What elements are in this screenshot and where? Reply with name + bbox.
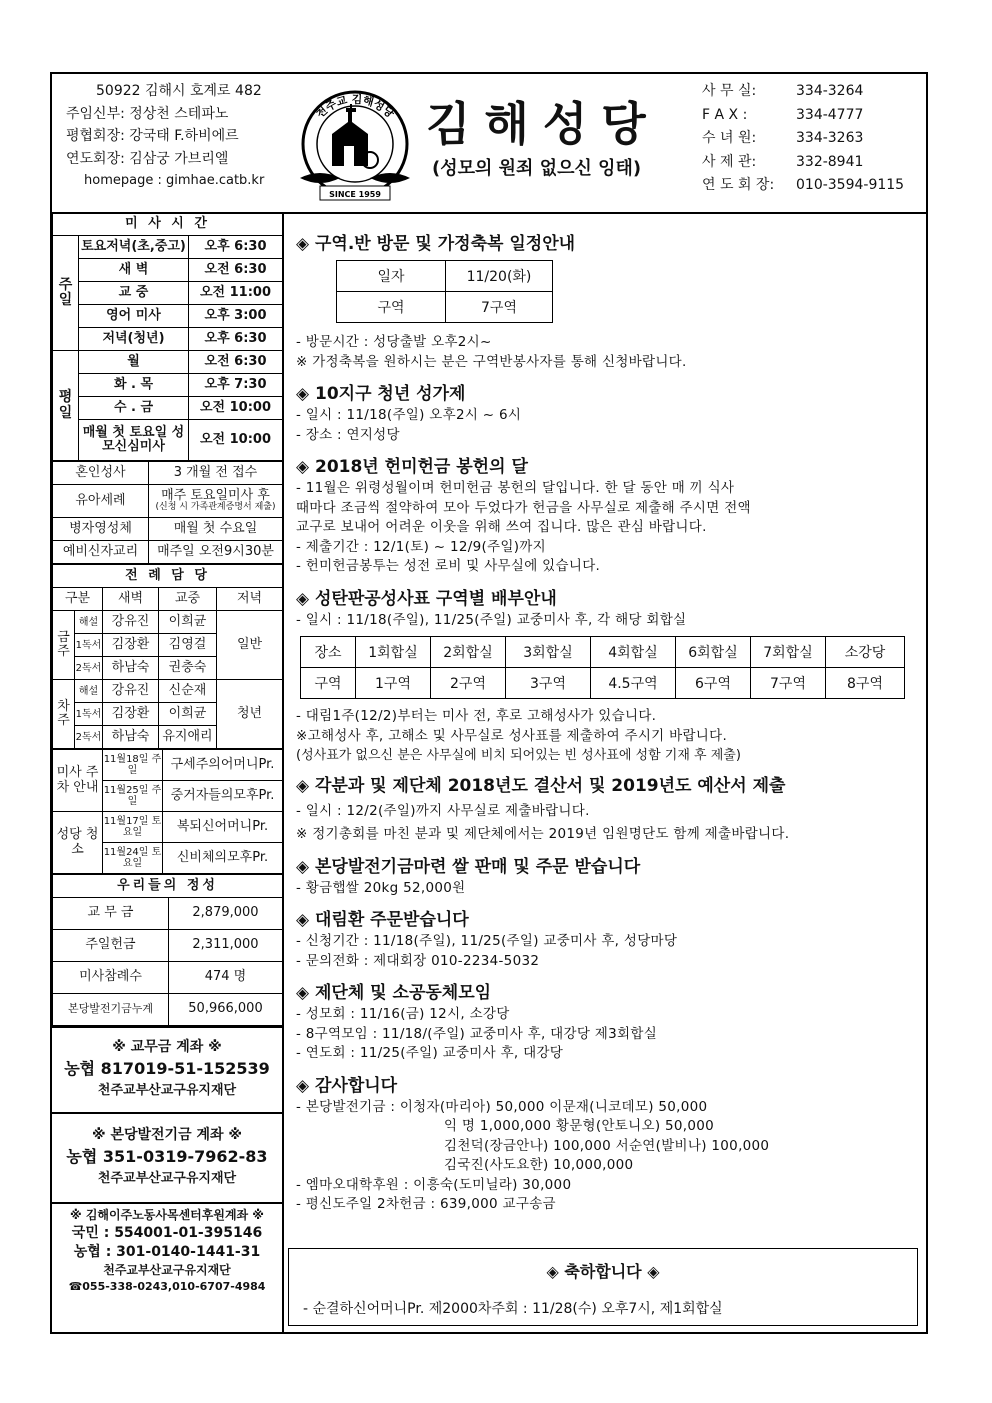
notice-advent-wreath: ◈ 대림환 주문받습니다 - 신청기간 : 11/18(주일), 11/25(주일) 교중미사 후, 성당마당 - 문의전화 : 제대회장 010-2234-5032 — [296, 908, 924, 971]
account-number: 농협 : 301-0140-1441-31 — [73, 1244, 261, 1260]
account-title: ※ 교무금 계좌 ※ — [112, 1039, 222, 1055]
homepage: homepage : gimhae.catb.kr — [84, 173, 265, 188]
notice-title: ◈ 각분과 및 제단체 2018년도 결산서 및 2019년도 예산서 제출 — [296, 775, 786, 796]
offering-value: 2,879,000 — [169, 898, 283, 930]
address: 50922 김해시 호계로 482 — [96, 83, 262, 99]
council-president: 평협회장: 강국태 F.하비에르 — [66, 128, 239, 144]
mass-time: 오전 6:30 — [189, 351, 283, 374]
account-title: ※ 본당발전기금 계좌 ※ — [91, 1127, 243, 1143]
notice-title: ◈ 대림환 주문받습니다 — [296, 910, 469, 930]
liturgy-header: 새벽 — [103, 588, 159, 611]
offerings-table — [52, 874, 283, 1026]
liturgy-table — [52, 564, 283, 749]
contact-row: 사 무 실: 334-3264 — [702, 83, 864, 99]
sacrament-value: 매월 첫 수요일 — [149, 518, 283, 541]
offering-name: 주일헌금 — [53, 930, 169, 962]
liturgy-cell: 하남숙 — [103, 726, 159, 749]
mass-name: 새 벽 — [79, 259, 189, 282]
notice-groups: ◈ 제단체 및 소공동체모임 - 성모회 : 11/16(금) 12시, 소강당 - 8구역모임 : 11/18/(주일) 교중미사 후, 대강당 제3회합실 - 연도회 : 11/25(주일) 교중미사 후, 대강당 — [296, 981, 924, 1064]
account-number: 국민 : 554001-01-395146 — [71, 1225, 263, 1241]
bulletin-header — [52, 74, 926, 214]
duty-date: 11월24일 토요일 — [103, 843, 163, 874]
mass-title: 미 사 시 간 — [53, 213, 283, 236]
parish-subtitle: (성모의 원죄 없으신 잉태) — [432, 158, 642, 179]
role: 해설 — [75, 680, 103, 703]
sacrament-value: 3 개월 전 접수 — [149, 462, 283, 485]
duty-table — [52, 749, 283, 874]
role: 2독서 — [75, 657, 103, 680]
labor-account-box — [52, 1202, 282, 1297]
mass-name: 월 — [79, 351, 189, 374]
mass-name: 수 . 금 — [79, 397, 189, 420]
account-box — [52, 1026, 282, 1112]
sacrament-name: 혼인성사 — [53, 462, 149, 485]
mass-time: 오전 10:00 — [189, 397, 283, 420]
notice-title: ◈ 감사합니다 — [296, 1075, 398, 1096]
liturgy-header: 저녁 — [217, 588, 283, 611]
mass-time: 오전 10:00 — [189, 420, 283, 461]
confession-table: 장소 1회합실 2회합실 3회합실 4회합실 6회합실 7회합실 소강당 구역 1구역 2구역 3구역 4.5구역 6구역 7구역 8구역 — [300, 636, 905, 699]
next-week-label: 차주 — [53, 680, 75, 749]
notice-visit: ◈ 구역.반 방문 및 가정축복 일정안내 일자 11/20(화) 구역 7구역 - 방문시간 : 성당출발 오후2시~ ※ 가정축복을 원하시는 분은 구역반봉사자를 통해 신청바랍니다. — [296, 232, 924, 372]
liturgy-cell: 이희균 — [159, 611, 217, 634]
contact-row: 연 도 회 장: 010-3594-9115 — [702, 177, 905, 193]
offerings-title: 우리들의 정성 — [53, 875, 283, 898]
duty-date: 11월18일 주일 — [103, 750, 163, 781]
liturgy-header: 구분 — [53, 588, 103, 611]
contact-row: F A X : 334-4777 — [702, 106, 864, 123]
role: 1독서 — [75, 703, 103, 726]
mass-name: 교 중 — [79, 282, 189, 305]
duty-group: 중거자들의모후Pr. — [163, 781, 283, 812]
sacrament-name: 병자영성체 — [53, 518, 149, 541]
notice-thanks: ◈ 감사합니다 - 본당발전기금 : 이청자(마리아) 50,000 이문재(니코데모) 50,000 익 명 1,000,000 황문형(안토니오) 50,000 김천덕(장금안나) 100,000 서순연(발비나) 100,000 김국진(사도요한) 10,000,000 - 엠마오대학후원 : 이흥숙(도미닐라) 30,000 - 평신도주일 2차헌금 : 639,000 교구송금 — [296, 1074, 924, 1215]
parking-label: 미사 주차 안내 — [53, 750, 103, 812]
notice-title: ◈ 제단체 및 소공동체모임 — [296, 983, 492, 1003]
liturgy-evening: 일반 — [217, 611, 283, 680]
offering-name: 교 무 금 — [53, 898, 169, 930]
liturgy-cell: 김장환 — [103, 703, 159, 726]
parish-info — [66, 80, 264, 193]
mass-name: 화 . 목 — [79, 374, 189, 397]
sunday-label: 주 일 — [53, 236, 79, 351]
liturgy-title: 전 례 담 당 — [53, 565, 283, 588]
account-number: 농협 817019-51-152539 — [64, 1059, 270, 1078]
liturgy-cell: 강유진 — [103, 680, 159, 703]
notice-title: ◈ 본당발전기금마련 쌀 판매 및 주문 받습니다 — [296, 856, 641, 877]
mass-schedule-table — [52, 212, 283, 461]
account-box — [52, 1112, 282, 1202]
notice-rice-sale: ◈ 본당발전기금마련 쌀 판매 및 주문 받습니다 - 황금햅쌀 20kg 52,000원 — [296, 855, 924, 899]
offering-name: 미사참례수 — [53, 962, 169, 994]
contact-list — [702, 80, 904, 198]
notice-confession: ◈ 성탄판공성사표 구역별 배부안내 - 일시 : 11/18(주일), 11/25(주일) 교중미사 후, 각 해당 회합실 장소 1회합실 2회합실 3회합실 4회합실 6회합실 7회합실 소강당 구역 1구역 2구역 3구역 4.5구역 6구역 7구역 8구역 - 대림1주(12/2)부터는 미사 전, 후로 고해성사가 있습니다. ※고해성사 후, 고해소 및 사무실로 성사표를 제출하여 주시기 바랍니다. (성사표가 없으신 분은 사무실에 비치 되어있는 빈 성사표에 성함 기재 후 제출) — [296, 587, 924, 766]
liturgy-cell: 김영걸 — [159, 634, 217, 657]
weekday-label: 평 일 — [53, 351, 79, 461]
mass-name: 토요저녁(초,중고) — [79, 236, 189, 259]
account-owner: 천주교부산교구유지재단 — [103, 1263, 231, 1277]
role: 1독서 — [75, 634, 103, 657]
offering-value: 50,966,000 — [169, 994, 283, 1026]
contact-row: 수 녀 원: 334-3263 — [702, 130, 864, 146]
congrats-title: ◈ 축하합니다 ◈ — [546, 1262, 660, 1281]
sacrament-table — [52, 461, 283, 564]
mass-time: 오전 6:30 — [189, 259, 283, 282]
mass-time: 오후 7:30 — [189, 374, 283, 397]
liturgy-cell: 김장환 — [103, 634, 159, 657]
parish-title: 김해성당 — [426, 97, 660, 151]
liturgy-cell: 권충숙 — [159, 657, 217, 680]
mass-time: 오후 6:30 — [189, 236, 283, 259]
mass-time: 오후 3:00 — [189, 305, 283, 328]
notice-title: ◈ 10지구 청년 성가제 — [296, 384, 466, 404]
liturgy-cell: 유지애리 — [159, 726, 217, 749]
cleaning-label: 성당 청소 — [53, 812, 103, 874]
liturgy-evening: 청년 — [217, 680, 283, 749]
notice-budget: ◈ 각분과 및 제단체 2018년도 결산서 및 2019년도 예산서 제출 - 일시 : 12/2(주일)까지 사무실로 제출바랍니다. ※ 정기총회를 마친 분과 및 제단체에서는 2019년 임원명단도 함께 제출바랍니다. — [296, 774, 924, 845]
contact-row: 사 제 관: 332-8941 — [702, 153, 864, 170]
mass-time: 오전 11:00 — [189, 282, 283, 305]
offering-value: 2,311,000 — [169, 930, 283, 962]
sacrament-value: 매주일 오전9시30분 — [149, 541, 283, 564]
notices-column — [296, 212, 924, 1215]
liturgy-cell: 이희균 — [159, 703, 217, 726]
liturgy-cell: 신순재 — [159, 680, 217, 703]
notice-title: ◈ 성탄판공성사표 구역별 배부안내 — [296, 588, 557, 609]
account-phone: ☎055-338-0243,010-6707-4984 — [68, 1280, 266, 1293]
notice-rice-offering: ◈ 2018년 헌미헌금 봉헌의 달 - 11월은 위령성월이며 헌미헌금 봉헌의 달입니다. 한 달 동안 매 끼 식사 때마다 조금씩 절약하여 모아 두었다가 헌금을 사무실로 제출해 주시면 전액 교구로 보내어 어려운 이웃을 위해 쓰여 집니다. 많은 관심 바랍니다. - 제출기간 : 12/1(토) ~ 12/9(주일)까지 - 헌미헌금봉투는 성전 로비 및 사무실에 있습니다. — [296, 455, 924, 577]
account-title: ※ 김해이주노동사목센터후원계좌 ※ — [70, 1208, 264, 1222]
bulletin-frame — [50, 72, 928, 1334]
parish-logo — [290, 82, 420, 206]
duty-group: 구세주의어머니Pr. — [163, 750, 283, 781]
elders-president: 연도회장: 김삼궁 가브리엘 — [66, 150, 229, 167]
notice-youth: ◈ 10지구 청년 성가제 - 일시 : 11/18(주일) 오후2시 ~ 6시 - 장소 : 연지성당 — [296, 382, 924, 445]
offering-value: 474 명 — [169, 962, 283, 994]
mass-time: 오후 6:30 — [189, 328, 283, 351]
mass-name: 영어 미사 — [79, 305, 189, 328]
congratulations-box — [288, 1248, 918, 1326]
logo-text: 천주교 김해성당 — [313, 92, 397, 121]
mass-name: 매월 첫 토요일 성모신심미사 — [79, 420, 189, 461]
sacrament-value: 매주 토요일미사 후 (신청 시 가족관계증명서 제출) — [149, 485, 283, 518]
account-number: 농협 351-0319-7962-83 — [66, 1147, 268, 1166]
account-owner: 천주교부산교구유지재단 — [97, 1083, 237, 1098]
left-column — [52, 212, 284, 1332]
liturgy-cell: 강유진 — [103, 611, 159, 634]
account-owner: 천주교부산교구유지재단 — [97, 1171, 237, 1186]
logo-since: SINCE 1959 — [329, 190, 381, 199]
sacrament-name: 예비신자교리 — [53, 541, 149, 564]
visit-table: 일자 11/20(화) 구역 7구역 — [336, 260, 553, 323]
mass-name: 저녁(청년) — [79, 328, 189, 351]
notice-title: ◈ 구역.반 방문 및 가정축복 일정안내 — [296, 234, 576, 254]
duty-group: 복되신어머니Pr. — [163, 812, 283, 843]
offering-name: 본당발전기금누계 — [53, 994, 169, 1026]
duty-date: 11월25일 주일 — [103, 781, 163, 812]
notice-title: ◈ 2018년 헌미헌금 봉헌의 달 — [296, 457, 528, 477]
this-week-label: 금주 — [53, 611, 75, 680]
liturgy-cell: 하남숙 — [103, 657, 159, 680]
liturgy-header: 교중 — [159, 588, 217, 611]
priest: 주임신부: 정상천 스테파노 — [66, 105, 229, 122]
duty-date: 11월17일 토요일 — [103, 812, 163, 843]
duty-group: 신비체의모후Pr. — [163, 843, 283, 874]
congrats-line: - 순결하신어머니Pr. 제2000차주회 : 11/28(수) 오후7시, 제1회합실 — [303, 1301, 723, 1317]
role: 2독서 — [75, 726, 103, 749]
sacrament-name: 유아세례 — [53, 485, 149, 518]
role: 해설 — [75, 611, 103, 634]
